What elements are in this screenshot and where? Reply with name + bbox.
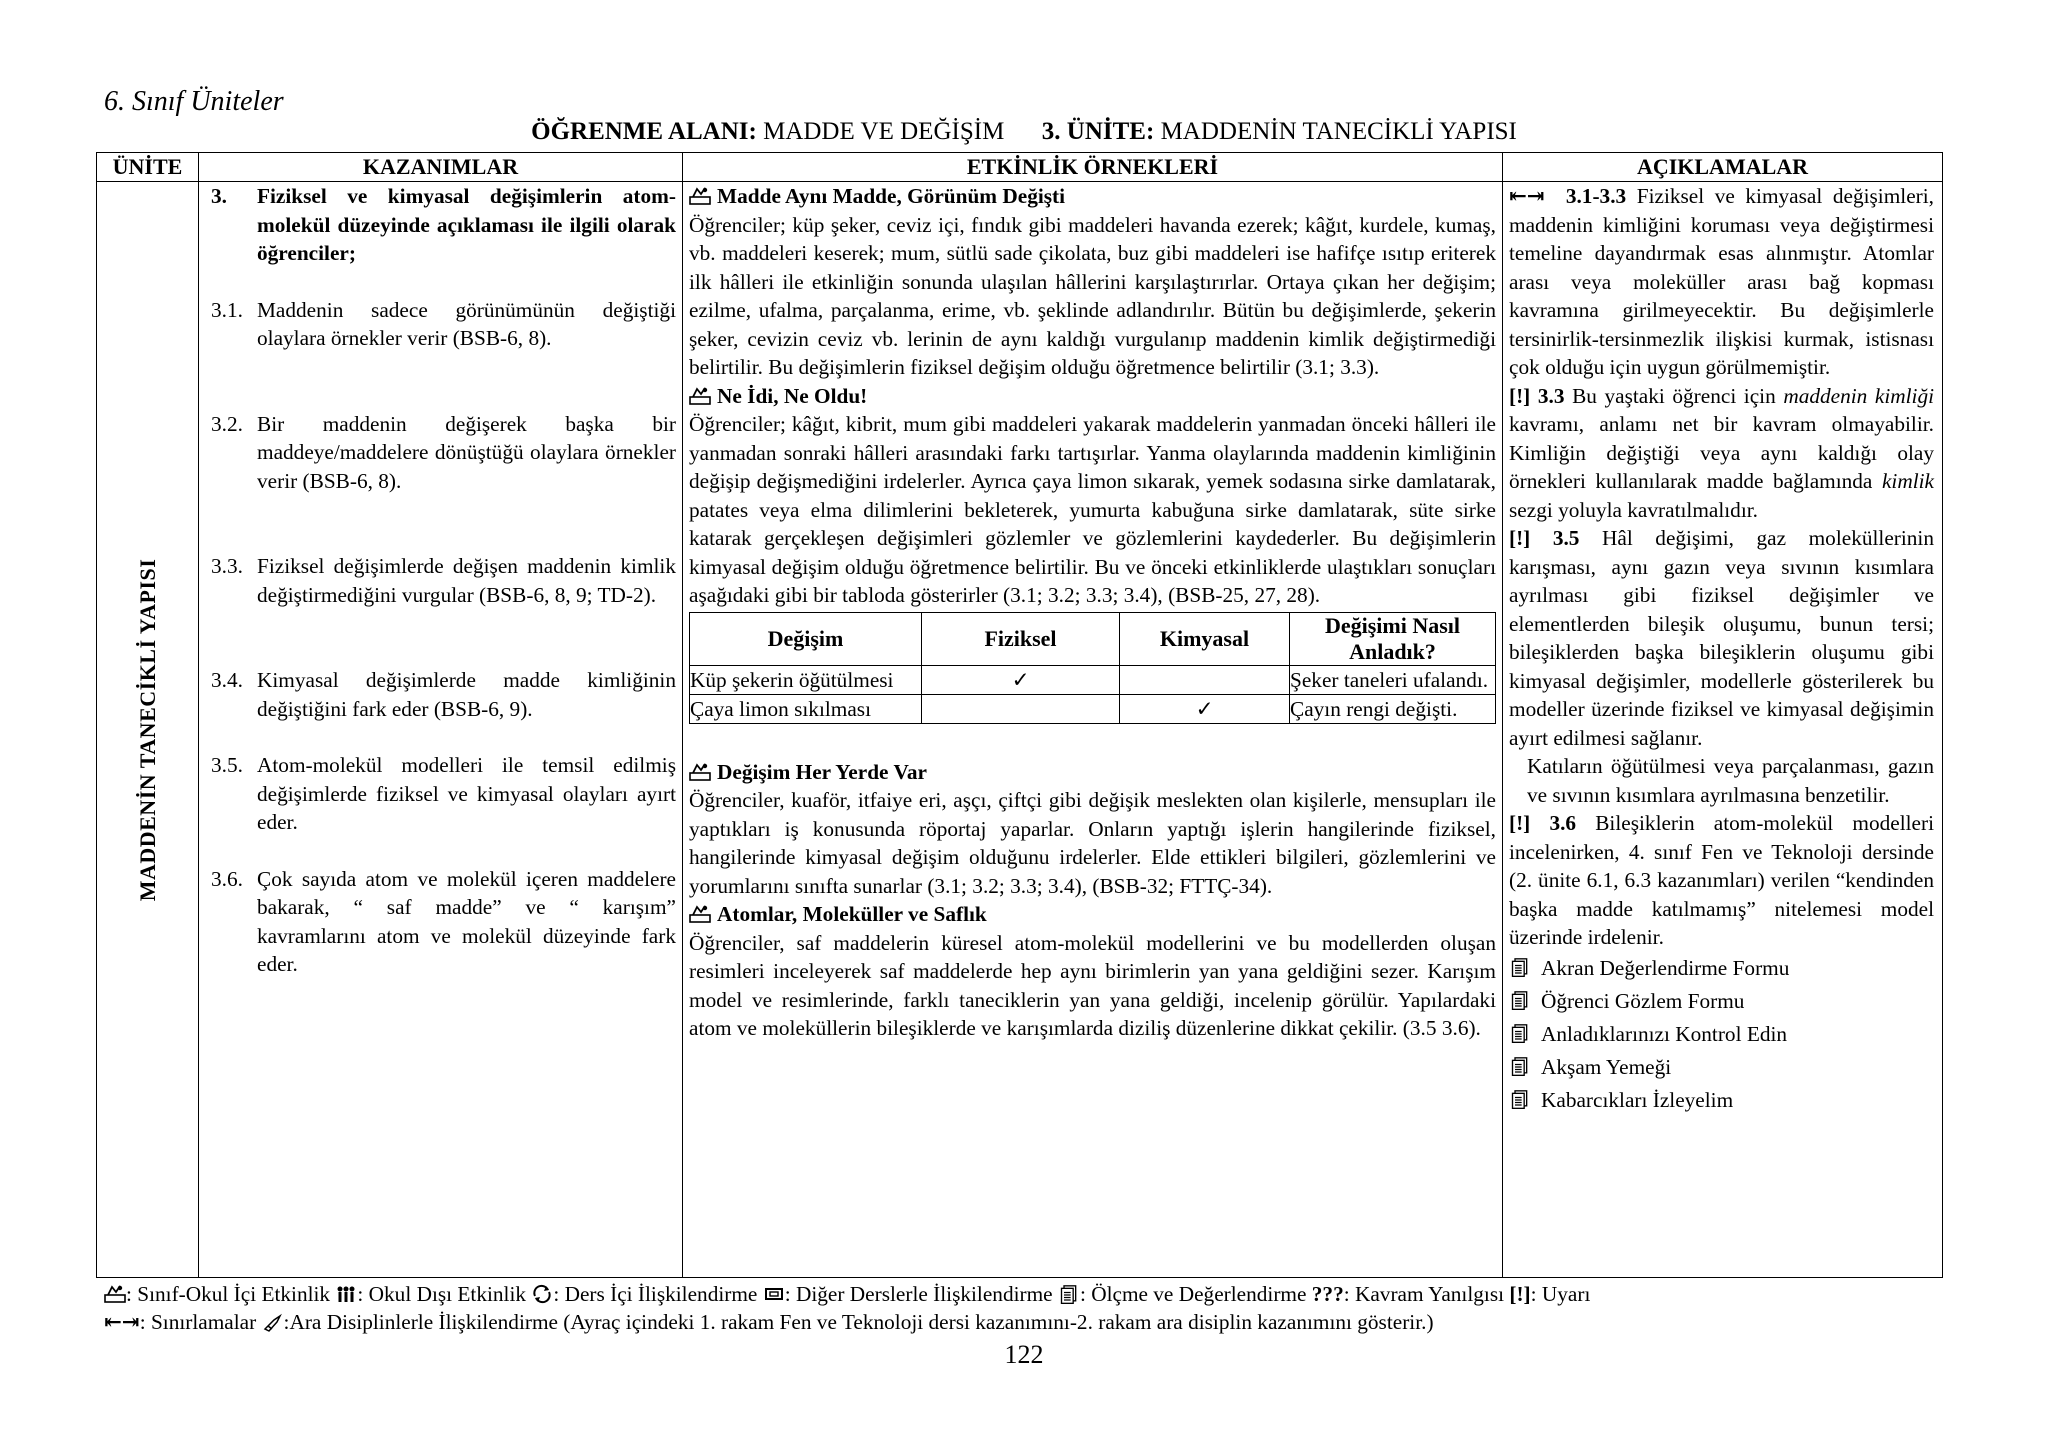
warning-marker: [!]: [1509, 1282, 1531, 1306]
warning-marker: [!]: [1509, 383, 1531, 408]
assessment-doc-icon: [1509, 958, 1531, 978]
assessment-doc-icon: [1509, 1090, 1531, 1110]
unit-cell: [97, 182, 199, 1278]
note-extra: Katıların öğütülmesi veya parçalanması, gazın ve sıvının kısımlara ayrılmasına benzetilir.: [1527, 754, 1934, 807]
kazanim-item: 3.4. Kimyasal değişimlerde madde kimliğinin değiştiğini fark eder (BSB-6, 9).: [211, 668, 676, 721]
change-table: [689, 612, 1496, 724]
unit-vertical-label: MADDENİN TANECİKLİ YAPISI: [134, 558, 160, 901]
outdoor-activity-icon: [335, 1284, 357, 1304]
note-warning: [!] 3.3 Bu yaştaki öğrenci için maddenin kimliği kavramı, anlamı net bir kavram olmayabilir. Kimliğin değiştiği veya aynı kaldığı olay örnekleri kullanılarak madde bağlamında kimlik sezgi yoluyla kavratılmalıdır.: [1509, 383, 1935, 522]
activity-title: Atomlar, Moleküller ve Saflık: [689, 900, 1496, 929]
classroom-activity-icon: [689, 762, 711, 782]
col-header-kazanimlar: KAZANIMLAR: [199, 153, 683, 182]
limitation-marker: ⇤⇥: [104, 1310, 140, 1334]
activity-text: Öğrenciler; küp şeker, ceviz içi, fındık gibi maddeleri havanda ezerek; kâğıt, kurdele, kumaş, vb. maddeleri keserek; mum, sütlü sade çikolata, buz gibi maddeleri ise hafifçe ısıtıp eriterek ilk hâlleri ile etkinliğin sonunda ulaşılan hâllerini karşılaştırırlar. Ortaya çıkan her değişim; ezilme, ufalma, parçalanma, erime, vb. şeklinde adlandırılır. Bütün bu değişimlerde, şekerin şeker, cevizin ceviz vb. lerinin de aynı kaldığı vurgulanıp maddenin kimlik değiştirmediği belirtilir. Bu değişimlerin fiziksel değişim olduğu öğretmence belirtilir (3.1; 3.3).: [689, 212, 1496, 379]
warning-marker: [!]: [1509, 526, 1531, 550]
change-col-header: Değişim: [690, 612, 922, 665]
page-number: 122: [1004, 1340, 1044, 1369]
change-col-header: Kimyasal: [1120, 612, 1290, 665]
activity-title: Değişim Her Yerde Var: [689, 758, 1496, 787]
table-row: Çaya limon sıkılması ✓ Çayın rengi değişti.: [690, 694, 1496, 723]
table-row: Küp şekerin öğütülmesi ✓ Şeker taneleri ufalandı.: [690, 665, 1496, 694]
warning-marker: [!]: [1509, 811, 1531, 835]
aciklamalar-cell: [1503, 182, 1943, 1278]
kazanim-item: 3.2. Bir maddenin değişerek başka bir maddeye/maddelere dönüştüğü olaylara örnekler verir (BSB-6, 8).: [211, 411, 676, 493]
activity-text: Öğrenciler, kuaför, itfaiye eri, aşçı, çiftçi gibi değişik meslekten olan kişilerle, mensupları ile yaptıkları iş konusunda röportaj yaparlar. Onların yaptığı işlerin hangilerinde fiziksel, hangilerinde kimyasal değişim olduğunu irdelerler. Elde ettikleri bilgileri, gözlemlerini ve yorumlarını sınıfta sunarlar (3.1; 3.2; 3.3; 3.4), (BSB-32; FTTÇ-34).: [689, 788, 1496, 898]
assessment-form-item: Akran Değerlendirme Formu: [1509, 952, 1934, 985]
kazanim-item: 3.5. Atom-molekül modelleri ile temsil edilmiş değişimlerde fiziksel ve kimyasal olayları ayırt eder.: [211, 753, 676, 834]
check-mark: ✓: [1120, 694, 1290, 723]
classroom-activity-icon: [689, 186, 711, 206]
activity-title: Madde Aynı Madde, Görünüm Değişti: [689, 182, 1496, 211]
classroom-activity-icon: [689, 904, 711, 924]
unit-name: MADDENİN TANECİKLİ YAPISI: [1160, 118, 1517, 145]
activity-title: Ne İdi, Ne Oldu!: [689, 382, 1496, 411]
col-header-unite: ÜNİTE: [97, 153, 199, 182]
unit-header: 6. Sınıf Üniteler: [104, 86, 284, 117]
kazanim-item: 3.6. Çok sayıda atom ve molekül içeren maddelere bakarak, “ saf madde” ve “ karışım” kavramlarını atom ve molekül düzeyinde fark eder.: [211, 866, 676, 976]
change-col-header: Fiziksel: [922, 612, 1120, 665]
check-mark: [922, 694, 1120, 723]
activity-text: Öğrenciler; kâğıt, kibrit, mum gibi maddeleri yakarak maddelerin yanmadan önceki hâlleri ile yanmadan sonraki hâlleri arasındaki farkı tartışırlar. Yanma olaylarında maddenin kimliğinin değişip değişmediğini irdelerler. Ayrıca çaya limon sıkarak, yemek sodasına sirke damlatarak, patates veya elma dilimlerini bekleterek, yumurta kabuğuna sirke damlatarak, süte sirke katarak gerçekleşen değişimleri gözlemler ve gözlemlerini kaydederler. Bu değişimlerin kimyasal değişim olduğu öğretmence belirtilir. Bu ve önceki etkinliklerde ulaştıkları sonuçları aşağıdaki gibi bir tabloda gösterirler (3.1; 3.2; 3.3; 3.4), (BSB-25, 27, 28).: [689, 412, 1496, 607]
assessment-doc-icon: [1058, 1285, 1080, 1305]
kazanim-intro: 3. Fiziksel ve kimyasal değişimlerin atom-molekül düzeyinde açıklaması ile ilgili olarak öğrenciler;: [211, 184, 676, 265]
assessment-doc-icon: [1509, 1057, 1531, 1077]
col-header-aciklamalar: AÇIKLAMALAR: [1503, 153, 1943, 182]
note-warning: [!] 3.5 Hâl değişimi, gaz moleküllerinin karışması, aynı gazın veya sıvının kısımlara ayrılması gibi fiziksel değişimler ve elementlerden bileşik oluşumu, bunun tersi; bileşiklerden başka bileşiklerin oluşumu gibi kimyasal değişimler, modellerle gösterilerek bu modeller üzerinde fiziksel ve kimyasal değişimin ayırt edilmesi sağlanır.: [1509, 526, 1934, 750]
check-mark: ✓: [922, 665, 1120, 694]
note-limits: ⇤⇥ 3.1-3.3 Fiziksel ve kimyasal değişimleri, maddenin kimliğini koruması veya değiştirmesi temeline dayandırmak esas alınmıştır. Atomlar arası veya moleküller arası bağ kopması kavramına girilmeyecektir. Bu değişimlerle tersinirlik-tersinmezlik ilişkisi kurmak, istisnası çok olduğu için uygun görülmemiştir.: [1509, 184, 1934, 379]
check-mark: [1120, 665, 1290, 694]
classroom-activity-icon: [689, 386, 711, 406]
curriculum-table: [96, 152, 1943, 1278]
assessment-doc-icon: [1509, 1024, 1531, 1044]
page-title: [0, 118, 2048, 146]
limitation-marker: ⇤⇥: [1509, 184, 1545, 208]
learning-area: MADDE VE DEĞİŞİM: [763, 118, 1005, 145]
learning-area-label: ÖĞRENME ALANI:: [531, 118, 757, 145]
etkinlik-cell: [683, 182, 1503, 1278]
col-header-etkinlik: ETKİNLİK ÖRNEKLERİ: [683, 153, 1503, 182]
assessment-form-item: Kabarcıkları İzleyelim: [1509, 1084, 1934, 1117]
cross-subject-icon: [763, 1284, 785, 1304]
change-col-header: Değişimi Nasıl Anladık?: [1290, 612, 1496, 665]
assessment-doc-icon: [1509, 991, 1531, 1011]
legend-line-2: ⇤⇥: Sınırlamalar :Ara Disiplinlerle İlişkilendirme (Ayraç içindeki 1. rakam Fen ve Teknoloji dersi kazanımını-2. rakam ara disiplin kazanımını gösterir.): [104, 1310, 1434, 1334]
kazanim-item: 3.1. Maddenin sadece görünümünün değiştiği olaylara örnekler verir (BSB-6, 8).: [211, 297, 676, 350]
classroom-activity-icon: [104, 1284, 126, 1304]
activity-text: Öğrenciler, saf maddelerin küresel atom-molekül modellerini ve bu modellerden oluşan resimleri inceleyerek saf maddelerde hep aynı birimlerin yan yana geldiğini sezer. Karışım model ve resimlerinde, farklı taneciklerin yan yana geldiği, incelenip görülür. Yapılardaki atom ve moleküllerin bileşiklerde ve karışımlarda diziliş düzenlerine dikkat çekilir. (3.5 3.6).: [689, 930, 1496, 1040]
assessment-form-item: Akşam Yemeği: [1509, 1051, 1934, 1084]
legend-line-1: : Sınıf-Okul İçi Etkinlik : Okul Dışı Etkinlik : Ders İçi İlişkilendirme : Diğer Derslerle İlişkilendirme : Ölçme ve Değerlendirme ???: Kavram Yanılgısı [!]: Uyarı: [104, 1280, 1590, 1308]
kazanimlar-cell: [199, 182, 683, 1278]
interdisciplinary-icon: [262, 1312, 284, 1332]
unit-label: 3. ÜNİTE:: [1041, 118, 1155, 145]
kazanim-item: 3.3. Fiziksel değişimlerde değişen maddenin kimlik değiştirmediğini vurgular (BSB-6, 8, 9; TD-2).: [211, 554, 676, 607]
misconception-marker: ???: [1311, 1282, 1344, 1306]
note-warning: [!] 3.6 Bileşiklerin atom-molekül modelleri incelenirken, 4. sınıf Fen ve Teknoloji dersinde (2. ünite 6.1, 6.3 kazanımları) verilen “kendinden başka madde katılmamış” nitelemesi model üzerinde irdelenir.: [1509, 811, 1934, 949]
assessment-form-item: Öğrenci Gözlem Formu: [1509, 985, 1934, 1018]
assessment-form-item: Anladıklarınızı Kontrol Edin: [1509, 1018, 1934, 1051]
in-class-relation-icon: [531, 1284, 553, 1304]
